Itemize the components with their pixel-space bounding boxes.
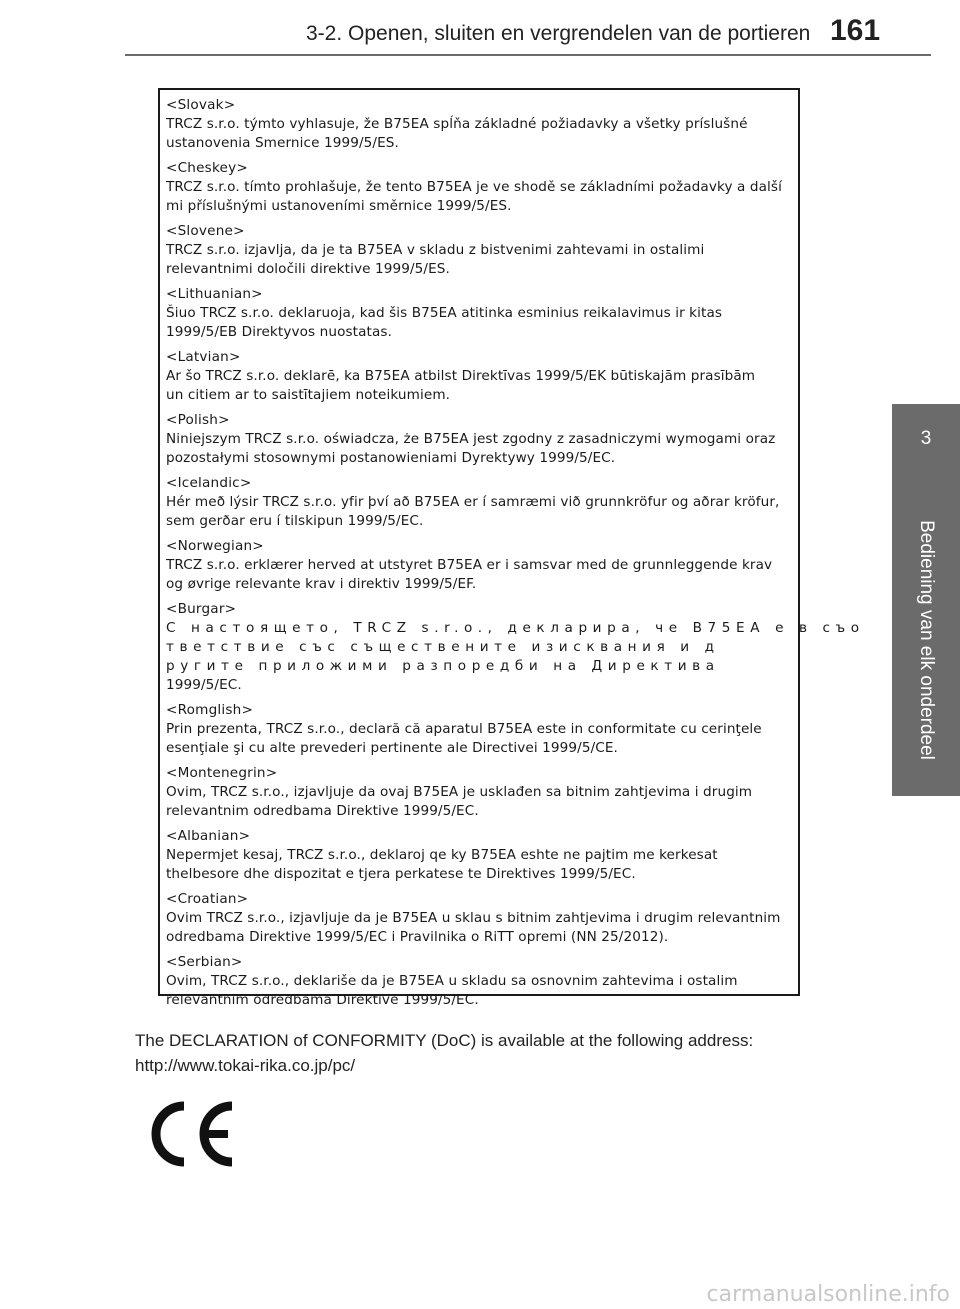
- watermark: carmanualsonline.info: [706, 1282, 950, 1307]
- declaration-text-line: Nepermjet kesaj, TRCZ s.r.o., deklaroj qe ky B75EA eshte ne pajtim me kerkesat: [166, 847, 718, 863]
- declaration-block: [166, 537, 792, 594]
- declaration-text-line: Niniejszym TRCZ s.r.o. oświadcza, że B75EA jest zgodny z zasadniczymi wymogami oraz: [166, 431, 776, 447]
- declaration-language: <Lithuanian>: [166, 286, 263, 302]
- declaration-text-line: Hér með lýsir TRCZ s.r.o. yfir því að B75EA er í samræmi við grunnkröfur og aðrar kröfur,: [166, 494, 780, 510]
- declaration-text-line: relevantnim odredbama Direktive 1999/5/EC.: [166, 803, 479, 819]
- chapter-number: 3: [920, 428, 932, 449]
- declaration-block: [166, 285, 792, 342]
- declaration-language: <Croatian>: [166, 891, 249, 907]
- declaration-block: [166, 222, 792, 279]
- declaration-text-line: 1999/5/EB Direktyvos nuostatas.: [166, 324, 393, 340]
- declaration-text-line: Prin prezenta, TRCZ s.r.o., declară că aparatul B75EA este in conformitate cu cerinţele: [166, 721, 762, 737]
- declaration-block: [166, 159, 792, 216]
- declaration-language: <Burgar>: [166, 601, 237, 617]
- declaration-block: [166, 764, 792, 821]
- declaration-language: <Icelandic>: [166, 475, 252, 491]
- declaration-language: <Cheskey>: [166, 160, 248, 176]
- chapter-tab[interactable]: [892, 404, 960, 484]
- declaration-block: [166, 411, 792, 468]
- declaration-text-line: Ovim, TRCZ s.r.o., deklariše da je B75EA u skladu sa osnovnim zahtevima i ostalim: [166, 973, 738, 989]
- declaration-text-line: TRCZ s.r.o. erklærer herved at utstyret B75EA er i samsvar med de grunnleggende krav: [166, 557, 773, 573]
- declaration-block: [166, 701, 792, 758]
- declaration-text-line: Ar šo TRCZ s.r.o. deklarē, ka B75EA atbilst Direktīvas 1999/5/EK būtiskajām prasībām: [166, 368, 756, 384]
- declaration-block: [166, 348, 792, 405]
- declaration-language: <Serbian>: [166, 954, 243, 970]
- declaration-text-line: mi příslušnými ustanoveními směrnice 1999/5/ES.: [166, 198, 512, 214]
- declaration-text-line: ustanovenia Smernice 1999/5/ES.: [166, 135, 399, 151]
- declaration-block: [166, 474, 792, 531]
- declaration-text-line: pozostałymi stosownymi postanowieniami Dyrektywy 1999/5/EC.: [166, 450, 616, 466]
- declaration-box: [158, 88, 865, 1008]
- declaration-block: [166, 890, 792, 947]
- page-number: 161: [830, 14, 881, 47]
- declaration-text-line: Ovim TRCZ s.r.o., izjavljuje da je B75EA u sklau s bitnim zahtjevima i drugim relevantnim: [166, 910, 781, 926]
- doc-url[interactable]: http://www.tokai-rika.co.jp/pc/: [135, 1056, 356, 1075]
- declaration-language: <Montenegrin>: [166, 765, 278, 781]
- declaration-block: [166, 96, 792, 153]
- declaration-block: [166, 600, 865, 695]
- declaration-text-line: sem gerðar eru í tilskipun 1999/5/EC.: [166, 513, 424, 529]
- section-title: 3-2. Openen, sluiten en vergrendelen van de portieren: [306, 22, 811, 45]
- declaration-text-line: С настоящето, TRCZ s.r.o., декларира, че B75EA е в съо: [166, 620, 865, 636]
- declaration-text-line: тветствие със съществените изисквания и д: [166, 639, 720, 655]
- declaration-text-line: odredbama Direktive 1999/5/EC i Pravilnika o RiTT opremi (NN 25/2012).: [166, 929, 669, 945]
- declaration-text-line: Ovim, TRCZ s.r.o., izjavljuje da ovaj B75EA je usklađen sa bitnim zahtjevima i drugim: [166, 784, 753, 800]
- declaration-text-line: thelbesore dhe dispozitat e tjera perkatese te Direktives 1999/5/EC.: [166, 866, 636, 882]
- declaration-language: <Latvian>: [166, 349, 241, 365]
- declaration-text-line: og øvrige relevante krav i direktiv 1999/5/EF.: [166, 576, 477, 592]
- page-header: [0, 0, 960, 62]
- declaration-block: [166, 827, 792, 884]
- header-divider: [125, 54, 931, 56]
- declaration-text-line: relevantnimi določili direktive 1999/5/ES.: [166, 261, 450, 277]
- declaration-language: <Norwegian>: [166, 538, 264, 554]
- declaration-text-line: relevantnim odredbama Direktive 1999/5/EC.: [166, 992, 479, 1008]
- declaration-block: [166, 953, 792, 1010]
- declaration-text-line: Šiuo TRCZ s.r.o. deklaruoja, kad šis B75EA atitinka esminius reikalavimus ir kitas: [166, 305, 723, 321]
- declaration-text-line: TRCZ s.r.o. izjavlja, da je ta B75EA v skladu z bistvenimi zahtevami in ostalimi: [166, 242, 705, 258]
- declaration-language: <Slovene>: [166, 223, 245, 239]
- declaration-text-line: TRCZ s.r.o. týmto vyhlasuje, že B75EA spĺňa základné požiadavky a všetky príslušné: [166, 116, 748, 132]
- declaration-text-line: TRCZ s.r.o. tímto prohlašuje, že tento B75EA je ve shodě se základními požadavky a další: [166, 179, 782, 195]
- declaration-text-line: ругите приложими разпоредби на Директива: [166, 658, 720, 674]
- declaration-text-line: un citiem ar to saistītajiem noteikumiem.: [166, 387, 451, 403]
- declaration-language: <Albanian>: [166, 828, 251, 844]
- doc-availability-line: The DECLARATION of CONFORMITY (DoC) is available at the following address:: [135, 1031, 754, 1050]
- declaration-language: <Slovak>: [166, 97, 236, 113]
- doc-availability-text: [135, 1028, 753, 1078]
- declaration-text-line: 1999/5/ЕС.: [166, 677, 242, 693]
- declaration-language: <Romglish>: [166, 702, 254, 718]
- declaration-text-line: esenţiale şi cu alte prevederi pertinente ale Directivei 1999/5/CE.: [166, 740, 618, 756]
- declaration-language: <Polish>: [166, 412, 230, 428]
- chapter-label: Bediening van elk onderdeel: [916, 520, 937, 760]
- ce-mark-icon: [146, 1100, 236, 1168]
- chapter-label-tab: [892, 484, 960, 796]
